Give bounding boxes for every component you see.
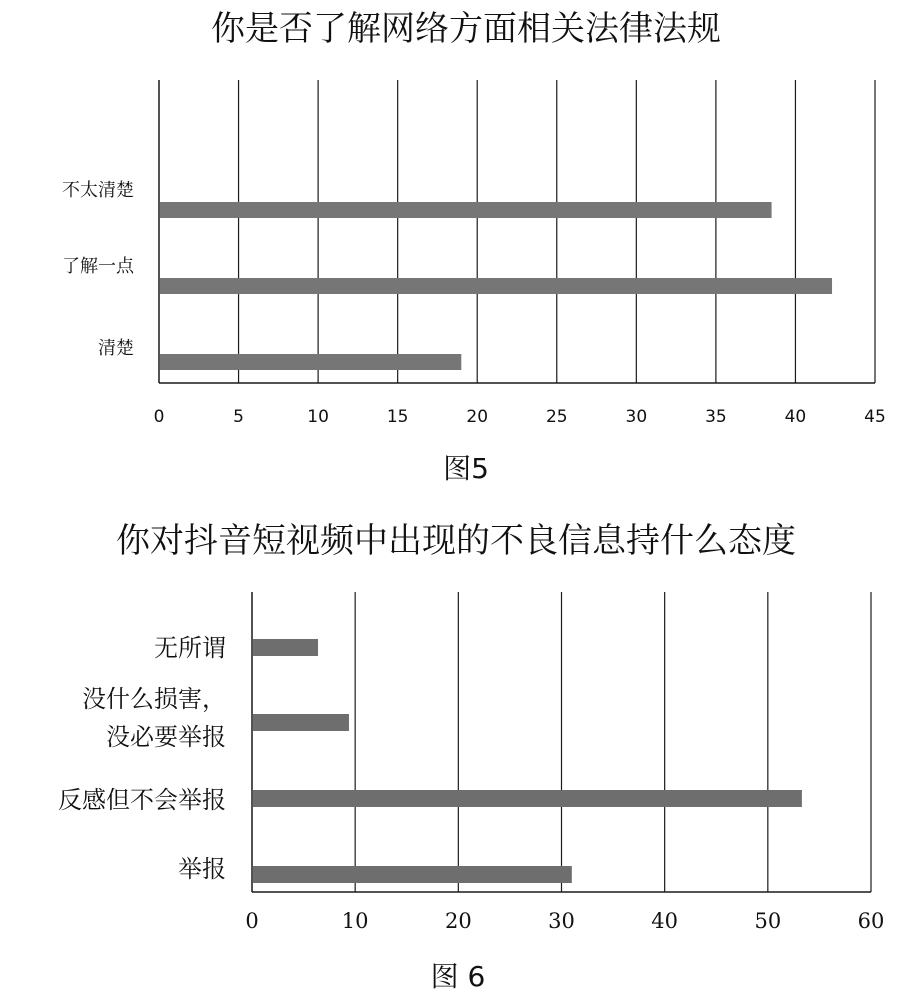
- bar: [160, 202, 772, 218]
- category-label: 不太清楚: [62, 180, 134, 201]
- category-label: 没什么损害，没必要举报: [82, 685, 226, 751]
- chart5-plot: [62, 80, 886, 427]
- x-tick-label: 20: [466, 407, 489, 427]
- chart5-caption: 图5: [443, 452, 489, 485]
- bar: [253, 714, 349, 731]
- category-label: 清楚: [98, 338, 134, 359]
- x-tick-label: 10: [341, 909, 369, 933]
- x-tick-label: 5: [233, 407, 244, 427]
- x-tick-label: 50: [754, 909, 782, 933]
- x-tick-label: 0: [153, 407, 165, 427]
- x-tick-label: 25: [545, 407, 568, 427]
- category-label: 了解一点: [62, 256, 134, 277]
- x-tick-label: 40: [651, 909, 679, 933]
- x-tick-label: 40: [784, 407, 807, 427]
- category-label: 反感但不会举报: [58, 786, 226, 814]
- bar: [160, 354, 461, 370]
- x-tick-label: 20: [444, 909, 472, 933]
- bar: [253, 790, 802, 807]
- chart5-title: 你是否了解网络方面相关法律法规: [211, 9, 721, 49]
- category-label: 无所谓: [154, 634, 226, 662]
- x-tick-label: 60: [857, 909, 885, 933]
- x-tick-label: 10: [307, 407, 329, 427]
- x-tick-label: 0: [245, 909, 259, 933]
- bar: [253, 639, 318, 656]
- chart6-plot: [58, 592, 884, 933]
- category-label: 举报: [178, 855, 226, 883]
- bar: [160, 278, 832, 294]
- chart6-caption: 图 6: [430, 960, 486, 993]
- x-tick-label: 30: [548, 909, 575, 933]
- bar: [253, 866, 572, 883]
- chart6-title: 你对抖音短视频中出现的不良信息持什么态度: [116, 521, 796, 561]
- x-tick-label: 35: [705, 407, 727, 427]
- x-tick-label: 45: [864, 407, 886, 427]
- x-tick-label: 30: [625, 407, 648, 427]
- x-tick-label: 15: [386, 407, 409, 427]
